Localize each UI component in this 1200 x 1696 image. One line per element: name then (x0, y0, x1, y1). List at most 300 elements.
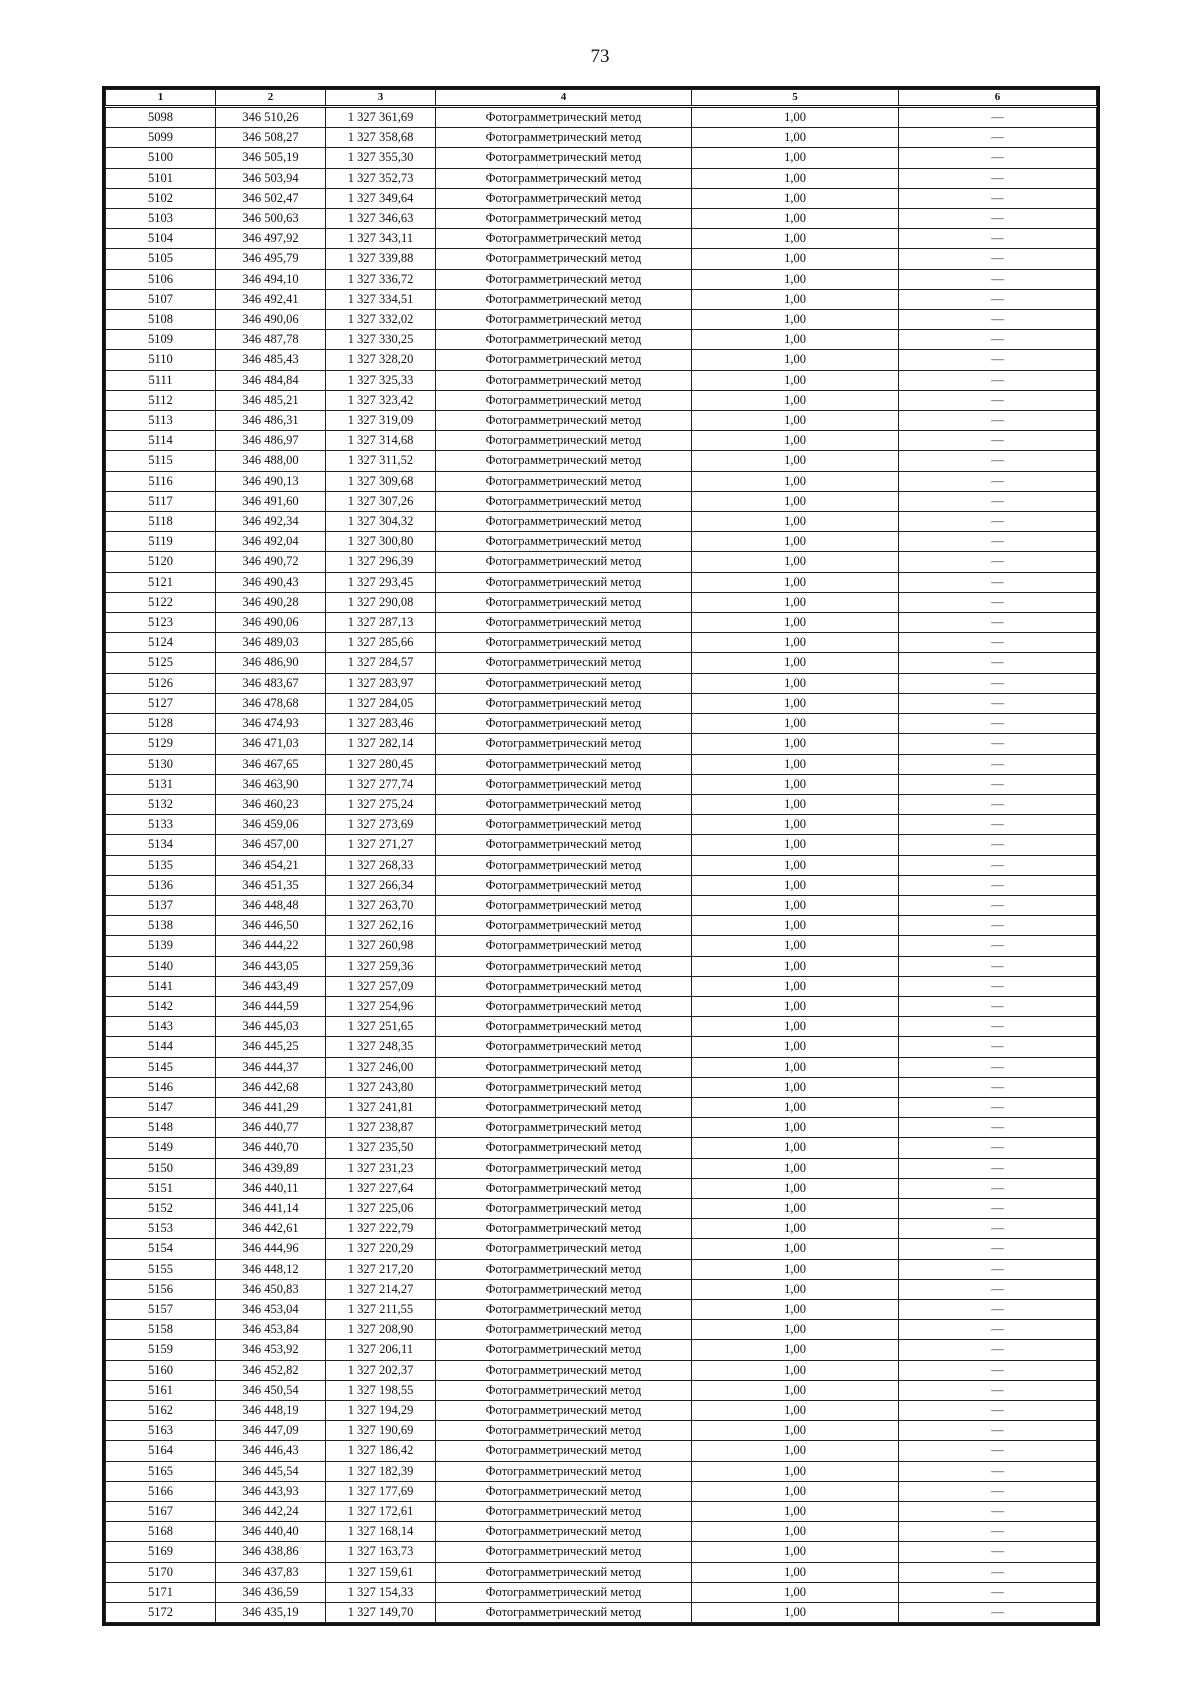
point-number-cell: 5101 (106, 168, 216, 188)
column-header-1: 1 (106, 90, 216, 107)
point-number-cell: 5144 (106, 1037, 216, 1057)
note-cell: — (899, 734, 1097, 754)
accuracy-cell: 1,00 (692, 1118, 899, 1138)
table-row (106, 936, 1097, 956)
x-coordinate-cell: 346 444,37 (216, 1057, 326, 1077)
accuracy-cell: 1,00 (692, 815, 899, 835)
page-number: 73 (590, 46, 610, 67)
note-cell: — (899, 431, 1097, 451)
x-coordinate-cell: 346 453,04 (216, 1299, 326, 1319)
point-number-cell: 5115 (106, 451, 216, 471)
y-coordinate-cell: 1 327 202,37 (326, 1360, 436, 1380)
y-coordinate-cell: 1 327 220,29 (326, 1239, 436, 1259)
table-row (106, 1522, 1097, 1542)
x-coordinate-cell: 346 490,06 (216, 613, 326, 633)
y-coordinate-cell: 1 327 182,39 (326, 1461, 436, 1481)
method-cell: Фотограмметрический метод (436, 289, 692, 309)
point-number-cell: 5132 (106, 794, 216, 814)
method-cell: Фотограмметрический метод (436, 1340, 692, 1360)
accuracy-cell: 1,00 (692, 1320, 899, 1340)
point-number-cell: 5107 (106, 289, 216, 309)
table-row (106, 633, 1097, 653)
table-row (106, 976, 1097, 996)
point-number-cell: 5139 (106, 936, 216, 956)
x-coordinate-cell: 346 490,72 (216, 552, 326, 572)
x-coordinate-cell: 346 454,21 (216, 855, 326, 875)
table-row (106, 1481, 1097, 1501)
x-coordinate-cell: 346 436,59 (216, 1582, 326, 1602)
y-coordinate-cell: 1 327 159,61 (326, 1562, 436, 1582)
x-coordinate-cell: 346 445,25 (216, 1037, 326, 1057)
point-number-cell: 5157 (106, 1299, 216, 1319)
point-number-cell: 5152 (106, 1198, 216, 1218)
x-coordinate-cell: 346 445,03 (216, 1017, 326, 1037)
note-cell: — (899, 976, 1097, 996)
table-row (106, 128, 1097, 148)
point-number-cell: 5170 (106, 1562, 216, 1582)
point-number-cell: 5121 (106, 572, 216, 592)
point-number-cell: 5102 (106, 188, 216, 208)
accuracy-cell: 1,00 (692, 1582, 899, 1602)
method-cell: Фотограмметрический метод (436, 1178, 692, 1198)
note-cell: — (899, 693, 1097, 713)
table-row (106, 1299, 1097, 1319)
y-coordinate-cell: 1 327 275,24 (326, 794, 436, 814)
y-coordinate-cell: 1 327 198,55 (326, 1380, 436, 1400)
coordinates-table (105, 89, 1097, 1623)
method-cell: Фотограмметрический метод (436, 1603, 692, 1623)
method-cell: Фотограмметрический метод (436, 249, 692, 269)
method-cell: Фотограмметрический метод (436, 1259, 692, 1279)
table-row (106, 1380, 1097, 1400)
point-number-cell: 5112 (106, 390, 216, 410)
method-cell: Фотограмметрический метод (436, 1502, 692, 1522)
point-number-cell: 5122 (106, 592, 216, 612)
accuracy-cell: 1,00 (692, 936, 899, 956)
note-cell: — (899, 855, 1097, 875)
method-cell: Фотограмметрический метод (436, 390, 692, 410)
note-cell: — (899, 269, 1097, 289)
point-number-cell: 5113 (106, 411, 216, 431)
accuracy-cell: 1,00 (692, 552, 899, 572)
method-cell: Фотограмметрический метод (436, 411, 692, 431)
table-row (106, 1562, 1097, 1582)
point-number-cell: 5124 (106, 633, 216, 653)
method-cell: Фотограмметрический метод (436, 592, 692, 612)
x-coordinate-cell: 346 459,06 (216, 815, 326, 835)
method-cell: Фотограмметрический метод (436, 512, 692, 532)
table-row (106, 1502, 1097, 1522)
method-cell: Фотограмметрический метод (436, 451, 692, 471)
y-coordinate-cell: 1 327 323,42 (326, 390, 436, 410)
y-coordinate-cell: 1 327 190,69 (326, 1421, 436, 1441)
table-header-row (106, 90, 1097, 107)
note-cell: — (899, 1178, 1097, 1198)
accuracy-cell: 1,00 (692, 613, 899, 633)
y-coordinate-cell: 1 327 319,09 (326, 411, 436, 431)
table-row (106, 411, 1097, 431)
x-coordinate-cell: 346 485,43 (216, 350, 326, 370)
table-row (106, 188, 1097, 208)
point-number-cell: 5130 (106, 754, 216, 774)
table-row (106, 532, 1097, 552)
accuracy-cell: 1,00 (692, 188, 899, 208)
y-coordinate-cell: 1 327 246,00 (326, 1057, 436, 1077)
x-coordinate-cell: 346 505,19 (216, 148, 326, 168)
y-coordinate-cell: 1 327 349,64 (326, 188, 436, 208)
method-cell: Фотограмметрический метод (436, 229, 692, 249)
x-coordinate-cell: 346 503,94 (216, 168, 326, 188)
table-row (106, 1077, 1097, 1097)
x-coordinate-cell: 346 486,97 (216, 431, 326, 451)
x-coordinate-cell: 346 439,89 (216, 1158, 326, 1178)
y-coordinate-cell: 1 327 259,36 (326, 956, 436, 976)
note-cell: — (899, 552, 1097, 572)
point-number-cell: 5137 (106, 895, 216, 915)
method-cell: Фотограмметрический метод (436, 1299, 692, 1319)
x-coordinate-cell: 346 446,43 (216, 1441, 326, 1461)
point-number-cell: 5103 (106, 209, 216, 229)
point-number-cell: 5171 (106, 1582, 216, 1602)
point-number-cell: 5165 (106, 1461, 216, 1481)
x-coordinate-cell: 346 460,23 (216, 794, 326, 814)
table-row (106, 794, 1097, 814)
note-cell: — (899, 188, 1097, 208)
y-coordinate-cell: 1 327 287,13 (326, 613, 436, 633)
y-coordinate-cell: 1 327 227,64 (326, 1178, 436, 1198)
y-coordinate-cell: 1 327 254,96 (326, 996, 436, 1016)
y-coordinate-cell: 1 327 214,27 (326, 1279, 436, 1299)
table-row (106, 1320, 1097, 1340)
y-coordinate-cell: 1 327 238,87 (326, 1118, 436, 1138)
y-coordinate-cell: 1 327 268,33 (326, 855, 436, 875)
accuracy-cell: 1,00 (692, 1502, 899, 1522)
note-cell: — (899, 107, 1097, 128)
note-cell: — (899, 1259, 1097, 1279)
table-row (106, 350, 1097, 370)
method-cell: Фотограмметрический метод (436, 1461, 692, 1481)
x-coordinate-cell: 346 497,92 (216, 229, 326, 249)
accuracy-cell: 1,00 (692, 1522, 899, 1542)
note-cell: — (899, 936, 1097, 956)
point-number-cell: 5149 (106, 1138, 216, 1158)
method-cell: Фотограмметрический метод (436, 1522, 692, 1542)
method-cell: Фотограмметрический метод (436, 107, 692, 128)
x-coordinate-cell: 346 467,65 (216, 754, 326, 774)
method-cell: Фотограмметрический метод (436, 1421, 692, 1441)
method-cell: Фотограмметрический метод (436, 168, 692, 188)
y-coordinate-cell: 1 327 211,55 (326, 1299, 436, 1319)
note-cell: — (899, 1077, 1097, 1097)
note-cell: — (899, 1441, 1097, 1461)
note-cell: — (899, 592, 1097, 612)
point-number-cell: 5129 (106, 734, 216, 754)
y-coordinate-cell: 1 327 282,14 (326, 734, 436, 754)
x-coordinate-cell: 346 457,00 (216, 835, 326, 855)
accuracy-cell: 1,00 (692, 1279, 899, 1299)
method-cell: Фотограмметрический метод (436, 1219, 692, 1239)
x-coordinate-cell: 346 448,12 (216, 1259, 326, 1279)
note-cell: — (899, 370, 1097, 390)
method-cell: Фотограмметрический метод (436, 128, 692, 148)
table-row (106, 552, 1097, 572)
note-cell: — (899, 916, 1097, 936)
y-coordinate-cell: 1 327 186,42 (326, 1441, 436, 1461)
table-row (106, 229, 1097, 249)
accuracy-cell: 1,00 (692, 411, 899, 431)
point-number-cell: 5105 (106, 249, 216, 269)
table-row (106, 330, 1097, 350)
table-row (106, 168, 1097, 188)
point-number-cell: 5123 (106, 613, 216, 633)
method-cell: Фотограмметрический метод (436, 1562, 692, 1582)
y-coordinate-cell: 1 327 285,66 (326, 633, 436, 653)
x-coordinate-cell: 346 490,13 (216, 471, 326, 491)
table-row (106, 613, 1097, 633)
y-coordinate-cell: 1 327 283,97 (326, 673, 436, 693)
point-number-cell: 5151 (106, 1178, 216, 1198)
point-number-cell: 5108 (106, 310, 216, 330)
method-cell: Фотограмметрический метод (436, 1077, 692, 1097)
x-coordinate-cell: 346 490,06 (216, 310, 326, 330)
point-number-cell: 5160 (106, 1360, 216, 1380)
accuracy-cell: 1,00 (692, 370, 899, 390)
note-cell: — (899, 310, 1097, 330)
point-number-cell: 5166 (106, 1481, 216, 1501)
accuracy-cell: 1,00 (692, 491, 899, 511)
table-row (106, 1219, 1097, 1239)
x-coordinate-cell: 346 440,70 (216, 1138, 326, 1158)
method-cell: Фотограмметрический метод (436, 855, 692, 875)
x-coordinate-cell: 346 491,60 (216, 491, 326, 511)
method-cell: Фотограмметрический метод (436, 693, 692, 713)
method-cell: Фотограмметрический метод (436, 1441, 692, 1461)
point-number-cell: 5155 (106, 1259, 216, 1279)
method-cell: Фотограмметрический метод (436, 269, 692, 289)
accuracy-cell: 1,00 (692, 1441, 899, 1461)
y-coordinate-cell: 1 327 293,45 (326, 572, 436, 592)
method-cell: Фотограмметрический метод (436, 310, 692, 330)
y-coordinate-cell: 1 327 284,05 (326, 693, 436, 713)
point-number-cell: 5168 (106, 1522, 216, 1542)
y-coordinate-cell: 1 327 260,98 (326, 936, 436, 956)
note-cell: — (899, 1057, 1097, 1077)
accuracy-cell: 1,00 (692, 592, 899, 612)
x-coordinate-cell: 346 446,50 (216, 916, 326, 936)
table-row (106, 673, 1097, 693)
table-row (106, 875, 1097, 895)
point-number-cell: 5128 (106, 714, 216, 734)
x-coordinate-cell: 346 494,10 (216, 269, 326, 289)
x-coordinate-cell: 346 450,83 (216, 1279, 326, 1299)
method-cell: Фотограмметрический метод (436, 1057, 692, 1077)
y-coordinate-cell: 1 327 346,63 (326, 209, 436, 229)
accuracy-cell: 1,00 (692, 855, 899, 875)
table-row (106, 996, 1097, 1016)
note-cell: — (899, 996, 1097, 1016)
accuracy-cell: 1,00 (692, 330, 899, 350)
table-row (106, 1138, 1097, 1158)
point-number-cell: 5143 (106, 1017, 216, 1037)
table-row (106, 835, 1097, 855)
method-cell: Фотограмметрический метод (436, 815, 692, 835)
note-cell: — (899, 875, 1097, 895)
method-cell: Фотограмметрический метод (436, 148, 692, 168)
y-coordinate-cell: 1 327 243,80 (326, 1077, 436, 1097)
table-row (106, 1360, 1097, 1380)
x-coordinate-cell: 346 484,84 (216, 370, 326, 390)
x-coordinate-cell: 346 444,96 (216, 1239, 326, 1259)
method-cell: Фотограмметрический метод (436, 835, 692, 855)
y-coordinate-cell: 1 327 217,20 (326, 1259, 436, 1279)
method-cell: Фотограмметрический метод (436, 1138, 692, 1158)
note-cell: — (899, 774, 1097, 794)
x-coordinate-cell: 346 444,59 (216, 996, 326, 1016)
x-coordinate-cell: 346 437,83 (216, 1562, 326, 1582)
note-cell: — (899, 1522, 1097, 1542)
y-coordinate-cell: 1 327 358,68 (326, 128, 436, 148)
method-cell: Фотограмметрический метод (436, 794, 692, 814)
y-coordinate-cell: 1 327 300,80 (326, 532, 436, 552)
y-coordinate-cell: 1 327 314,68 (326, 431, 436, 451)
note-cell: — (899, 613, 1097, 633)
accuracy-cell: 1,00 (692, 693, 899, 713)
note-cell: — (899, 1299, 1097, 1319)
accuracy-cell: 1,00 (692, 148, 899, 168)
accuracy-cell: 1,00 (692, 895, 899, 915)
point-number-cell: 5161 (106, 1380, 216, 1400)
point-number-cell: 5126 (106, 673, 216, 693)
table-row (106, 1461, 1097, 1481)
note-cell: — (899, 1340, 1097, 1360)
accuracy-cell: 1,00 (692, 835, 899, 855)
accuracy-cell: 1,00 (692, 390, 899, 410)
y-coordinate-cell: 1 327 352,73 (326, 168, 436, 188)
table-row (106, 1279, 1097, 1299)
note-cell: — (899, 1481, 1097, 1501)
point-number-cell: 5154 (106, 1239, 216, 1259)
note-cell: — (899, 512, 1097, 532)
x-coordinate-cell: 346 478,68 (216, 693, 326, 713)
point-number-cell: 5162 (106, 1401, 216, 1421)
accuracy-cell: 1,00 (692, 875, 899, 895)
y-coordinate-cell: 1 327 290,08 (326, 592, 436, 612)
point-number-cell: 5158 (106, 1320, 216, 1340)
note-cell: — (899, 815, 1097, 835)
note-cell: — (899, 168, 1097, 188)
accuracy-cell: 1,00 (692, 633, 899, 653)
table-row (106, 512, 1097, 532)
table-row (106, 1158, 1097, 1178)
accuracy-cell: 1,00 (692, 1239, 899, 1259)
point-number-cell: 5163 (106, 1421, 216, 1441)
table-row (106, 693, 1097, 713)
table-row (106, 1340, 1097, 1360)
method-cell: Фотограмметрический метод (436, 936, 692, 956)
point-number-cell: 5145 (106, 1057, 216, 1077)
x-coordinate-cell: 346 487,78 (216, 330, 326, 350)
point-number-cell: 5140 (106, 956, 216, 976)
accuracy-cell: 1,00 (692, 471, 899, 491)
y-coordinate-cell: 1 327 248,35 (326, 1037, 436, 1057)
table-row (106, 1017, 1097, 1037)
method-cell: Фотограмметрический метод (436, 1481, 692, 1501)
table-row (106, 451, 1097, 471)
accuracy-cell: 1,00 (692, 916, 899, 936)
note-cell: — (899, 1037, 1097, 1057)
accuracy-cell: 1,00 (692, 249, 899, 269)
point-number-cell: 5153 (106, 1219, 216, 1239)
accuracy-cell: 1,00 (692, 209, 899, 229)
table-row (106, 1198, 1097, 1218)
note-cell: — (899, 1542, 1097, 1562)
method-cell: Фотограмметрический метод (436, 996, 692, 1016)
y-coordinate-cell: 1 327 330,25 (326, 330, 436, 350)
table-row (106, 714, 1097, 734)
y-coordinate-cell: 1 327 251,65 (326, 1017, 436, 1037)
table-row (106, 1259, 1097, 1279)
accuracy-cell: 1,00 (692, 1077, 899, 1097)
accuracy-cell: 1,00 (692, 289, 899, 309)
y-coordinate-cell: 1 327 355,30 (326, 148, 436, 168)
method-cell: Фотограмметрический метод (436, 653, 692, 673)
accuracy-cell: 1,00 (692, 229, 899, 249)
method-cell: Фотограмметрический метод (436, 532, 692, 552)
note-cell: — (899, 714, 1097, 734)
x-coordinate-cell: 346 445,54 (216, 1461, 326, 1481)
x-coordinate-cell: 346 443,05 (216, 956, 326, 976)
note-cell: — (899, 1502, 1097, 1522)
note-cell: — (899, 895, 1097, 915)
x-coordinate-cell: 346 492,04 (216, 532, 326, 552)
table-row (106, 431, 1097, 451)
coordinates-table-frame (102, 86, 1100, 1626)
note-cell: — (899, 794, 1097, 814)
method-cell: Фотограмметрический метод (436, 572, 692, 592)
y-coordinate-cell: 1 327 154,33 (326, 1582, 436, 1602)
note-cell: — (899, 128, 1097, 148)
note-cell: — (899, 1219, 1097, 1239)
point-number-cell: 5120 (106, 552, 216, 572)
y-coordinate-cell: 1 327 280,45 (326, 754, 436, 774)
point-number-cell: 5104 (106, 229, 216, 249)
y-coordinate-cell: 1 327 311,52 (326, 451, 436, 471)
x-coordinate-cell: 346 510,26 (216, 107, 326, 128)
y-coordinate-cell: 1 327 328,20 (326, 350, 436, 370)
method-cell: Фотограмметрический метод (436, 633, 692, 653)
y-coordinate-cell: 1 327 271,27 (326, 835, 436, 855)
x-coordinate-cell: 346 492,34 (216, 512, 326, 532)
point-number-cell: 5142 (106, 996, 216, 1016)
method-cell: Фотограмметрический метод (436, 1017, 692, 1037)
y-coordinate-cell: 1 327 332,02 (326, 310, 436, 330)
accuracy-cell: 1,00 (692, 350, 899, 370)
note-cell: — (899, 532, 1097, 552)
point-number-cell: 5138 (106, 916, 216, 936)
table-row (106, 148, 1097, 168)
x-coordinate-cell: 346 500,63 (216, 209, 326, 229)
y-coordinate-cell: 1 327 149,70 (326, 1603, 436, 1623)
table-row (106, 471, 1097, 491)
x-coordinate-cell: 346 486,90 (216, 653, 326, 673)
point-number-cell: 5114 (106, 431, 216, 451)
accuracy-cell: 1,00 (692, 1219, 899, 1239)
column-header-2: 2 (216, 90, 326, 107)
x-coordinate-cell: 346 453,92 (216, 1340, 326, 1360)
point-number-cell: 5127 (106, 693, 216, 713)
point-number-cell: 5125 (106, 653, 216, 673)
accuracy-cell: 1,00 (692, 976, 899, 996)
